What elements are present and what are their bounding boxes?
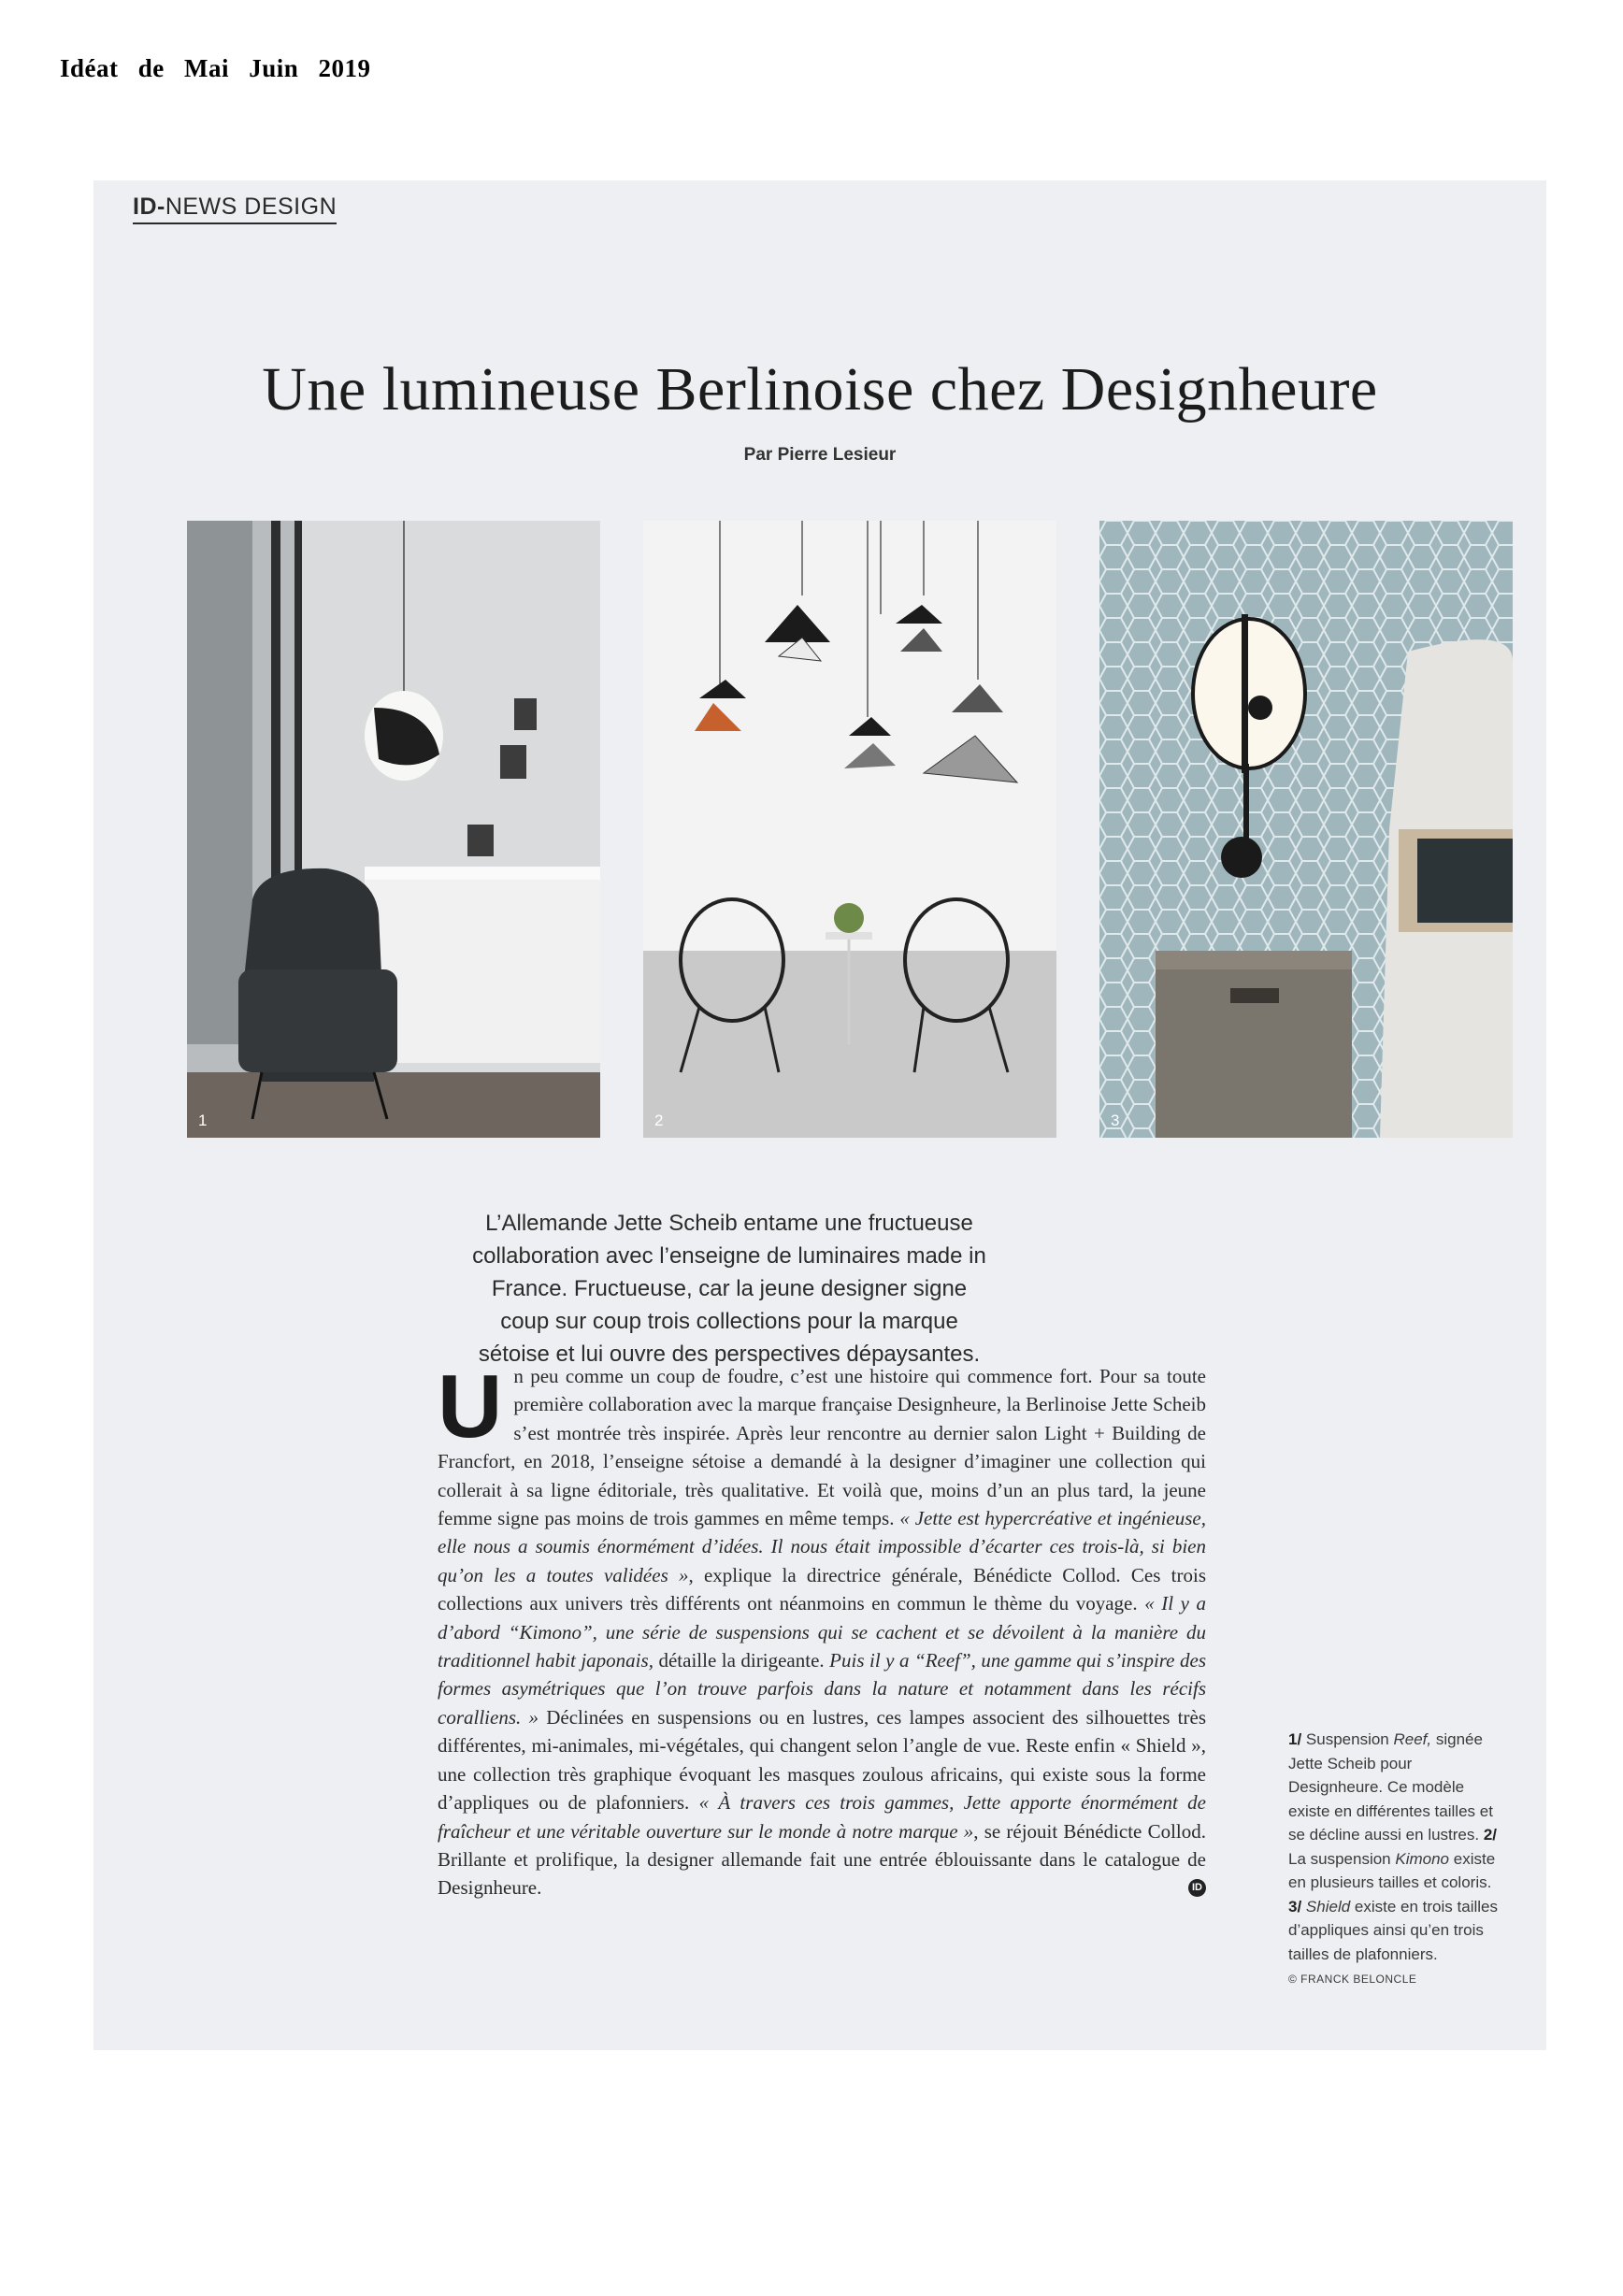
- article-body: [438, 1356, 1207, 1902]
- drop-cap: U: [438, 1356, 503, 1457]
- reef-pendant-armchair-photo-icon: [187, 521, 600, 1138]
- photo-caption: [1288, 1728, 1500, 1992]
- kimono-pendants-chairs-photo-icon: [643, 521, 1056, 1138]
- caption-num-1: 1/: [1288, 1730, 1302, 1748]
- publication-header: [60, 54, 371, 83]
- photo-number-1: 1: [198, 1112, 208, 1129]
- publication-de: de: [137, 54, 165, 82]
- caption-num-2: 2/: [1483, 1826, 1498, 1844]
- caption-text-1b: Reef,: [1393, 1730, 1432, 1748]
- photo-3: [1099, 521, 1513, 1138]
- body-p4: Déclinées en suspensions ou en lustres, ces lampes associent des silhouettes très différentes, mi-animales, mi-végétales, qui changent selon l’angle de vue. Reste enfin « Shield », une collection très graphique évoquant les masques zoulous africains, qui existe sous la forme d’appliques ou de plafonniers.: [438, 1705, 1207, 1815]
- caption-num-3: 3/: [1288, 1897, 1302, 1916]
- caption-text-1c: signée Jette Scheib pour Designheure. Ce modèle existe en différentes tailles et se décline aussi en lustres.: [1288, 1730, 1493, 1844]
- photo-number-3: 3: [1111, 1112, 1120, 1129]
- rubric-prefix: ID-: [133, 194, 165, 220]
- photo-1: [187, 521, 600, 1138]
- body-p1: n peu comme un coup de foudre, c’est une histoire qui commence fort. Pour sa toute première collaboration avec la marque française Designheure, la Berlinoise Jette Scheib s’est montrée très inspirée. Après leur rencontre au dernier salon Light + Building de Francfort, en 2018, l’enseigne sétoise a demandé à la designer d’imaginer une collection qui collerait à sa ligne éditoriale, très qualitative. Et voilà que, moins d’un an plus tard, la jeune femme signe pas moins de trois gammes en même temps.: [438, 1365, 1206, 1530]
- body-quote-4: « À travers ces trois gammes, Jette apporte énormément de fraîcheur et une véritable ouverture sur le monde à notre marque »: [438, 1791, 1206, 1843]
- caption-text-2c: existe en plusieurs tailles et coloris.: [1288, 1849, 1496, 1891]
- photo-2: [643, 521, 1056, 1138]
- body-quote-3: Puis il y a “Reef”, une gamme qui s’inspire des formes asymétriques que l’on trouve parfois dans la nature et notamment dans les récifs coralliens. »: [438, 1649, 1206, 1729]
- publication-month2: Juin: [249, 54, 299, 82]
- caption-text-1a: Suspension: [1301, 1730, 1394, 1748]
- magazine-page: [93, 180, 1546, 2050]
- shield-wall-lamp-photo-icon: [1099, 521, 1513, 1138]
- body-p5: , se réjouit Bénédicte Collod. Brillante et prolifique, la designer allemande fait une entrée éblouissante dans le catalogue de Designheure.: [438, 1819, 1206, 1900]
- publication-month: Mai: [184, 54, 229, 82]
- caption-text-3b: Shield: [1305, 1897, 1351, 1916]
- body-p2: , explique la directrice générale, Bénédicte Collod. Ces trois collections aux univers très différents ont néanmoins en commun le thème du voyage.: [438, 1563, 1206, 1615]
- photo-number-2: 2: [654, 1112, 664, 1129]
- end-mark-icon: ID: [1188, 1879, 1206, 1897]
- caption-text-3c: existe en trois tailles d’appliques ainsi qu’en trois tailles de plafonniers.: [1288, 1897, 1498, 1963]
- caption-text-2b: Kimono: [1395, 1849, 1450, 1868]
- photo-credit: © FRANCK BELONCLE: [1288, 1973, 1417, 1986]
- article-title: Une lumineuse Berlinoise chez Designheure: [262, 355, 1378, 423]
- publication-name: Idéat: [60, 54, 119, 82]
- publication-year: 2019: [318, 54, 371, 82]
- rubric-label: NEWS DESIGN: [165, 194, 338, 220]
- article-byline: Par Pierre Lesieur: [743, 445, 897, 465]
- article-lead: L’Allemande Jette Scheib entame une fructueuse collaboration avec l’enseigne de luminaires made in France. Fructueuse, car la jeune designer signe coup sur coup trois collections pour la marque sétoise et lui ouvre des perspectives dépaysantes.: [472, 1211, 986, 1367]
- body-p3: détaille la dirigeante.: [653, 1649, 830, 1672]
- body-quote-1: « Jette est hypercréative et ingénieuse, elle nous a soumis énormément d’idées. Il nous était impossible d’écarter ces trois-là, si bien qu’on les a toutes validées »: [438, 1507, 1206, 1586]
- section-rubric: [133, 194, 337, 224]
- body-quote-2: « Il y a d’abord “Kimono”, une série de suspensions qui se cachent et se dévoilent à la manière du traditionnel habit japonais,: [438, 1592, 1206, 1672]
- caption-text-2a: La suspension: [1288, 1849, 1396, 1868]
